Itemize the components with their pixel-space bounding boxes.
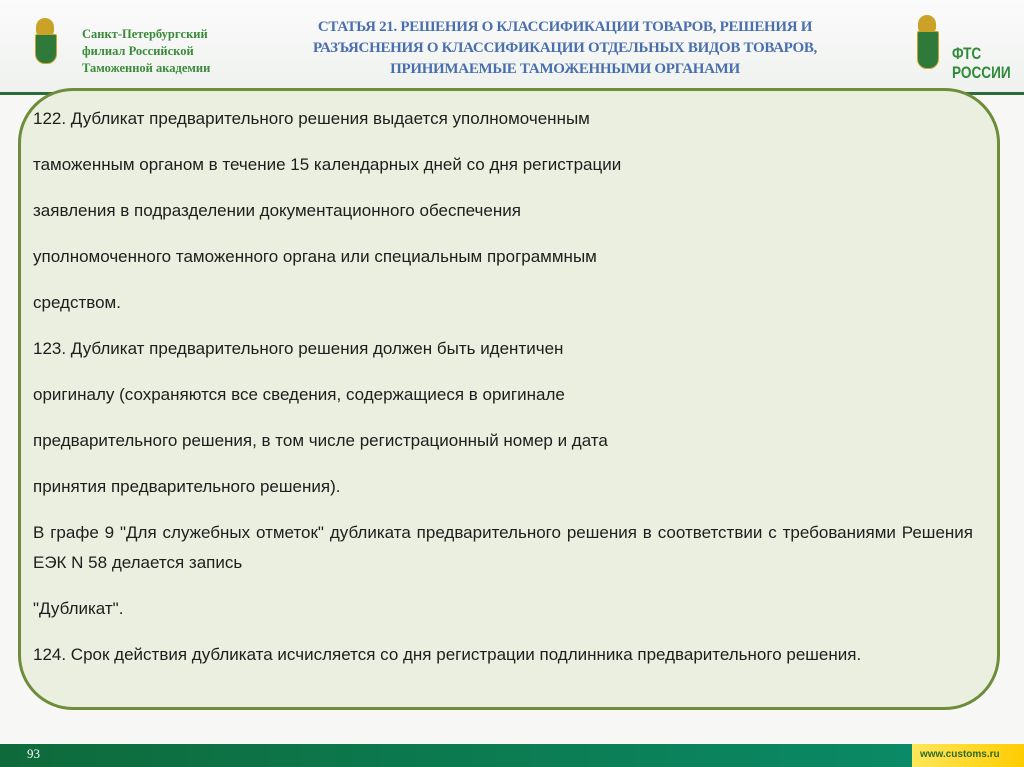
paragraph-124: 124. Срок действия дубликата исчисляется со дня регистрации подлинника предварительного решения. [33, 645, 862, 664]
org-line: Санкт-Петербургский [82, 27, 208, 41]
org-line: Таможенной академии [82, 61, 211, 75]
logo-line: РОССИИ [952, 63, 1011, 82]
slide-title [255, 17, 875, 80]
text-line: таможенным органом в течение 15 календарных дней со дня регистрации [33, 155, 622, 174]
academy-emblem-icon [30, 18, 60, 66]
fts-logo-text [952, 44, 1011, 82]
paragraph-graph9: В графе 9 "Для служебных отметок" дубликата предварительного решения в соответствии с требованиями Решения ЕЭК N 58 делается запись [33, 523, 973, 572]
site-link[interactable]: www.customs.ru [920, 749, 1000, 760]
text-line: средством. [33, 293, 121, 312]
text-line: 123. Дубликат предварительного решения должен быть идентичен [33, 339, 564, 358]
footer-bar [0, 744, 912, 767]
org-line: филиал Российской [82, 44, 194, 58]
text-line: заявления в подразделении документационного обеспечения [33, 201, 521, 220]
text-line: принятия предварительного решения). [33, 477, 341, 496]
text-line: предварительного решения, в том числе регистрационный номер и дата [33, 431, 608, 450]
site-badge [912, 744, 1024, 767]
content-text [33, 104, 973, 686]
page-number: 93 [27, 746, 40, 761]
title-line: ПРИНИМАЕМЫЕ ТАМОЖЕННЫМИ ОРГАНАМИ [390, 61, 740, 77]
fts-emblem-icon [912, 15, 942, 75]
text-line: оригиналу (сохраняются все сведения, содержащиеся в оригинале [33, 385, 565, 404]
title-line: РАЗЪЯСНЕНИЯ О КЛАССИФИКАЦИИ ОТДЕЛЬНЫХ ВИДОВ ТОВАРОВ, [313, 40, 817, 56]
text-line: уполномоченного таможенного органа или специальным программным [33, 247, 597, 266]
duplicate-label: "Дубликат". [33, 599, 124, 618]
organization-name [82, 26, 210, 77]
logo-line: ФТС [952, 44, 982, 63]
text-line: 122. Дубликат предварительного решения выдается уполномоченным [33, 109, 590, 128]
title-line: СТАТЬЯ 21. РЕШЕНИЯ О КЛАССИФИКАЦИИ ТОВАРОВ, РЕШЕНИЯ И [317, 19, 813, 35]
